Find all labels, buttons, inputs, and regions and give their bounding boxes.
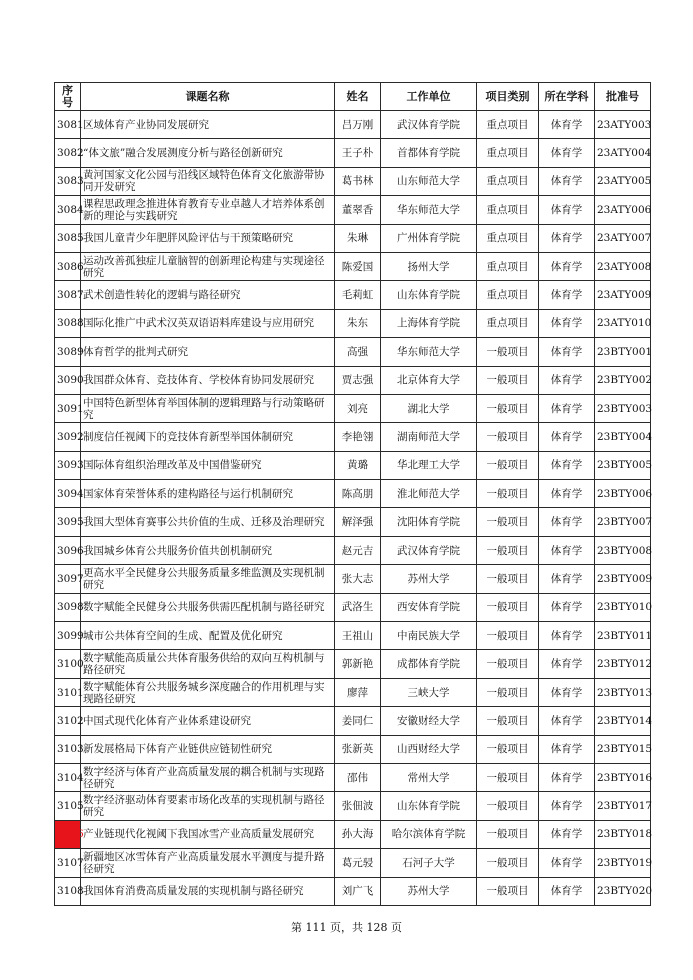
- row-number: 3092: [55, 423, 81, 451]
- row-subject: 体育学: [539, 309, 595, 337]
- row-type: 一般项目: [477, 849, 539, 877]
- row-code: 23ATY009: [595, 281, 651, 309]
- row-code: 23ATY006: [595, 196, 651, 224]
- row-type: 重点项目: [477, 309, 539, 337]
- table-row: [55, 849, 651, 877]
- row-code: 23BTY009: [595, 565, 651, 593]
- row-type: 一般项目: [477, 593, 539, 621]
- row-type: 一般项目: [477, 338, 539, 366]
- row-title: 黄河国家文化公园与沿线区域特色体育文化旅游带协同开发研究: [81, 167, 335, 195]
- row-type: 一般项目: [477, 451, 539, 479]
- row-title: 产业链现代化视阈下我国冰雪产业高质量发展研究: [81, 820, 335, 848]
- table-row: [55, 707, 651, 735]
- row-title: 我国大型体育赛事公共价值的生成、迁移及治理研究: [81, 508, 335, 536]
- row-type: 一般项目: [477, 508, 539, 536]
- row-code: 23ATY004: [595, 139, 651, 167]
- row-title: 我国群众体育、竞技体育、学校体育协同发展研究: [81, 366, 335, 394]
- row-unit: 扬州大学: [381, 252, 477, 280]
- row-number: 3091: [55, 394, 81, 422]
- row-unit: 中南民族大学: [381, 622, 477, 650]
- row-type: 重点项目: [477, 196, 539, 224]
- row-name: 邵伟: [335, 763, 381, 791]
- project-table: [54, 82, 651, 906]
- header-subject: 所在学科: [539, 83, 595, 111]
- row-type: 重点项目: [477, 281, 539, 309]
- row-number: 3094: [55, 480, 81, 508]
- header-unit: 工作单位: [381, 83, 477, 111]
- row-code: 23BTY002: [595, 366, 651, 394]
- row-name: 张佃波: [335, 792, 381, 820]
- row-code: 23ATY005: [595, 167, 651, 195]
- row-number: 3096: [55, 536, 81, 564]
- row-subject: 体育学: [539, 735, 595, 763]
- row-type: 一般项目: [477, 763, 539, 791]
- table-row: [55, 593, 651, 621]
- row-subject: 体育学: [539, 111, 595, 139]
- row-code: 23BTY012: [595, 650, 651, 678]
- row-code: 23ATY008: [595, 252, 651, 280]
- row-subject: 体育学: [539, 849, 595, 877]
- row-number: 3095: [55, 508, 81, 536]
- row-subject: 体育学: [539, 366, 595, 394]
- row-name: 李艳翎: [335, 423, 381, 451]
- row-subject: 体育学: [539, 565, 595, 593]
- row-unit: 华东师范大学: [381, 338, 477, 366]
- row-name: 毛莉虹: [335, 281, 381, 309]
- row-subject: 体育学: [539, 394, 595, 422]
- header-code: 批准号: [595, 83, 651, 111]
- table-row: [55, 252, 651, 280]
- row-number: 3098: [55, 593, 81, 621]
- row-subject: 体育学: [539, 650, 595, 678]
- row-title: 新发展格局下体育产业链供应链韧性研究: [81, 735, 335, 763]
- row-title: 运动改善孤独症儿童脑智的创新理论构建与实现途径研究: [81, 252, 335, 280]
- row-unit: 华北理工大学: [381, 451, 477, 479]
- row-unit: 北京体育大学: [381, 366, 477, 394]
- row-number: 3097: [55, 565, 81, 593]
- row-name: 陈高朋: [335, 480, 381, 508]
- table-row: [55, 111, 651, 139]
- row-title: 数字赋能体育公共服务城乡深度融合的作用机理与实现路径研究: [81, 678, 335, 706]
- row-code: 23BTY005: [595, 451, 651, 479]
- row-subject: 体育学: [539, 196, 595, 224]
- row-number: 3088: [55, 309, 81, 337]
- row-title: 我国城乡体育公共服务价值共创机制研究: [81, 536, 335, 564]
- row-unit: 湖南师范大学: [381, 423, 477, 451]
- row-subject: 体育学: [539, 678, 595, 706]
- table-row: [55, 735, 651, 763]
- row-type: 一般项目: [477, 650, 539, 678]
- row-type: 一般项目: [477, 678, 539, 706]
- row-code: 23ATY003: [595, 111, 651, 139]
- row-type: 一般项目: [477, 877, 539, 905]
- row-code: 23BTY016: [595, 763, 651, 791]
- row-type: 重点项目: [477, 111, 539, 139]
- row-title: 国际体育组织治理改革及中国借鉴研究: [81, 451, 335, 479]
- table-row: [55, 536, 651, 564]
- row-subject: 体育学: [539, 508, 595, 536]
- row-name: 黄璐: [335, 451, 381, 479]
- table-row: [55, 196, 651, 224]
- row-title: 数字赋能高质量公共体育服务供给的双向互构机制与路径研究: [81, 650, 335, 678]
- row-type: 一般项目: [477, 480, 539, 508]
- row-number: 3084: [55, 196, 81, 224]
- row-subject: 体育学: [539, 480, 595, 508]
- row-title: 中国式现代化体育产业体系建设研究: [81, 707, 335, 735]
- row-number: 3089: [55, 338, 81, 366]
- row-type: 重点项目: [477, 224, 539, 252]
- row-title: 体育哲学的批判式研究: [81, 338, 335, 366]
- row-subject: 体育学: [539, 622, 595, 650]
- row-subject: 体育学: [539, 536, 595, 564]
- table-row: [55, 650, 651, 678]
- row-subject: 体育学: [539, 877, 595, 905]
- table-row: [55, 622, 651, 650]
- row-subject: 体育学: [539, 763, 595, 791]
- row-number: 3104: [55, 763, 81, 791]
- row-number: 3106: [55, 820, 81, 848]
- table-row: [55, 224, 651, 252]
- row-unit: 三峡大学: [381, 678, 477, 706]
- row-number: 3081: [55, 111, 81, 139]
- row-number: 3082: [55, 139, 81, 167]
- row-name: 王子朴: [335, 139, 381, 167]
- row-type: 一般项目: [477, 792, 539, 820]
- row-unit: 苏州大学: [381, 565, 477, 593]
- row-title: 数字赋能全民健身公共服务供需匹配机制与路径研究: [81, 593, 335, 621]
- row-name: 刘亮: [335, 394, 381, 422]
- row-number: 3099: [55, 622, 81, 650]
- row-number: 3103: [55, 735, 81, 763]
- row-type: 一般项目: [477, 622, 539, 650]
- row-title: 武术创造性转化的逻辑与路径研究: [81, 281, 335, 309]
- row-title: 区域体育产业协同发展研究: [81, 111, 335, 139]
- row-subject: 体育学: [539, 281, 595, 309]
- row-name: 解泽强: [335, 508, 381, 536]
- table-row: [55, 366, 651, 394]
- row-subject: 体育学: [539, 338, 595, 366]
- row-unit: 苏州大学: [381, 877, 477, 905]
- row-unit: 山东师范大学: [381, 167, 477, 195]
- row-number: 3085: [55, 224, 81, 252]
- row-number: 3090: [55, 366, 81, 394]
- row-name: 陈爱国: [335, 252, 381, 280]
- row-code: 23BTY019: [595, 849, 651, 877]
- row-type: 一般项目: [477, 707, 539, 735]
- row-code: 23BTY006: [595, 480, 651, 508]
- row-subject: 体育学: [539, 167, 595, 195]
- row-number: 3101: [55, 678, 81, 706]
- row-name: 葛元骎: [335, 849, 381, 877]
- row-unit: 广州体育学院: [381, 224, 477, 252]
- row-title: 城市公共体育空间的生成、配置及优化研究: [81, 622, 335, 650]
- row-number: 3107: [55, 849, 81, 877]
- row-type: 一般项目: [477, 536, 539, 564]
- table-row: [55, 309, 651, 337]
- row-title: 新疆地区冰雪体育产业高质量发展水平测度与提升路径研究: [81, 849, 335, 877]
- row-number: 3105: [55, 792, 81, 820]
- row-unit: 武汉体育学院: [381, 111, 477, 139]
- row-code: 23ATY010: [595, 309, 651, 337]
- table-row: [55, 508, 651, 536]
- table-row: [55, 451, 651, 479]
- row-number: 3100: [55, 650, 81, 678]
- row-title: 我国体育消费高质量发展的实现机制与路径研究: [81, 877, 335, 905]
- row-type: 一般项目: [477, 366, 539, 394]
- row-code: 23BTY014: [595, 707, 651, 735]
- table-row: [55, 167, 651, 195]
- row-name: 吕万刚: [335, 111, 381, 139]
- row-code: 23BTY017: [595, 792, 651, 820]
- row-name: 张大志: [335, 565, 381, 593]
- row-type: 重点项目: [477, 167, 539, 195]
- row-title: 更高水平全民健身公共服务质量多维监测及实现机制研究: [81, 565, 335, 593]
- row-subject: 体育学: [539, 139, 595, 167]
- row-code: 23BTY001: [595, 338, 651, 366]
- table-header-row: [55, 83, 651, 111]
- row-subject: 体育学: [539, 593, 595, 621]
- row-code: 23BTY020: [595, 877, 651, 905]
- row-title: 我国儿童青少年肥胖风险评估与干预策略研究: [81, 224, 335, 252]
- table-row: [55, 281, 651, 309]
- row-unit: 山西财经大学: [381, 735, 477, 763]
- row-number: 3083: [55, 167, 81, 195]
- row-name: 张新英: [335, 735, 381, 763]
- row-subject: 体育学: [539, 820, 595, 848]
- row-unit: 沈阳体育学院: [381, 508, 477, 536]
- row-number: 3087: [55, 281, 81, 309]
- row-number: 3093: [55, 451, 81, 479]
- row-code: 23BTY015: [595, 735, 651, 763]
- row-unit: 西安体育学院: [381, 593, 477, 621]
- row-unit: 淮北师范大学: [381, 480, 477, 508]
- row-code: 23BTY007: [595, 508, 651, 536]
- row-code: 23BTY013: [595, 678, 651, 706]
- row-name: 贾志强: [335, 366, 381, 394]
- row-unit: 首都体育学院: [381, 139, 477, 167]
- row-title: 课程思政理念推进体育教育专业卓越人才培养体系创新的理论与实践研究: [81, 196, 335, 224]
- row-code: 23BTY010: [595, 593, 651, 621]
- row-code: 23BTY003: [595, 394, 651, 422]
- row-name: 王祖山: [335, 622, 381, 650]
- row-number: 3108: [55, 877, 81, 905]
- row-subject: 体育学: [539, 224, 595, 252]
- row-unit: 哈尔滨体育学院: [381, 820, 477, 848]
- row-subject: 体育学: [539, 423, 595, 451]
- row-name: 朱琳: [335, 224, 381, 252]
- row-title: 数字经济驱动体育要素市场化改革的实现机制与路径研究: [81, 792, 335, 820]
- row-unit: 山东体育学院: [381, 792, 477, 820]
- row-name: 朱东: [335, 309, 381, 337]
- row-subject: 体育学: [539, 707, 595, 735]
- row-type: 重点项目: [477, 252, 539, 280]
- row-name: 姜同仁: [335, 707, 381, 735]
- row-number: 3102: [55, 707, 81, 735]
- table-row: [55, 820, 651, 848]
- row-unit: 华东师范大学: [381, 196, 477, 224]
- row-unit: 石河子大学: [381, 849, 477, 877]
- table-row: [55, 423, 651, 451]
- table-row: [55, 338, 651, 366]
- header-name: 姓名: [335, 83, 381, 111]
- row-code: 23BTY008: [595, 536, 651, 564]
- row-name: 董翠香: [335, 196, 381, 224]
- row-code: 23BTY018: [595, 820, 651, 848]
- row-title: 国际化推广中武术汉英双语语料库建设与应用研究: [81, 309, 335, 337]
- row-unit: 武汉体育学院: [381, 536, 477, 564]
- row-type: 一般项目: [477, 565, 539, 593]
- row-name: 孙大海: [335, 820, 381, 848]
- row-unit: 上海体育学院: [381, 309, 477, 337]
- row-unit: 山东体育学院: [381, 281, 477, 309]
- row-code: 23BTY011: [595, 622, 651, 650]
- row-name: 郭新艳: [335, 650, 381, 678]
- header-title: 课题名称: [81, 83, 335, 111]
- row-number: 3086: [55, 252, 81, 280]
- header-type: 项目类别: [477, 83, 539, 111]
- row-title: 国家体育荣誉体系的建构路径与运行机制研究: [81, 480, 335, 508]
- row-type: 重点项目: [477, 139, 539, 167]
- row-type: 一般项目: [477, 394, 539, 422]
- table-row: [55, 763, 651, 791]
- row-unit: 成都体育学院: [381, 650, 477, 678]
- row-unit: 常州大学: [381, 763, 477, 791]
- row-code: 23BTY004: [595, 423, 651, 451]
- row-title: “体文旅”融合发展测度分析与路径创新研究: [81, 139, 335, 167]
- row-type: 一般项目: [477, 820, 539, 848]
- table-row: [55, 139, 651, 167]
- row-subject: 体育学: [539, 792, 595, 820]
- row-title: 制度信任视阈下的竞技体育新型举国体制研究: [81, 423, 335, 451]
- row-name: 高强: [335, 338, 381, 366]
- row-name: 葛书林: [335, 167, 381, 195]
- table-row: [55, 877, 651, 905]
- table-row: [55, 678, 651, 706]
- row-name: 赵元吉: [335, 536, 381, 564]
- row-name: 廖萍: [335, 678, 381, 706]
- row-title: 数字经济与体育产业高质量发展的耦合机制与实现路径研究: [81, 763, 335, 791]
- table-row: [55, 792, 651, 820]
- row-name: 武洛生: [335, 593, 381, 621]
- row-subject: 体育学: [539, 252, 595, 280]
- table-row: [55, 480, 651, 508]
- row-title: 中国特色新型体育举国体制的逻辑理路与行动策略研究: [81, 394, 335, 422]
- row-name: 刘广飞: [335, 877, 381, 905]
- row-unit: 湖北大学: [381, 394, 477, 422]
- row-subject: 体育学: [539, 451, 595, 479]
- row-type: 一般项目: [477, 423, 539, 451]
- row-type: 一般项目: [477, 735, 539, 763]
- page-footer: 第 111 页，共 128 页: [291, 921, 402, 934]
- table-row: [55, 565, 651, 593]
- row-unit: 安徽财经大学: [381, 707, 477, 735]
- header-number: 序号: [55, 83, 81, 111]
- row-code: 23ATY007: [595, 224, 651, 252]
- table-row: [55, 394, 651, 422]
